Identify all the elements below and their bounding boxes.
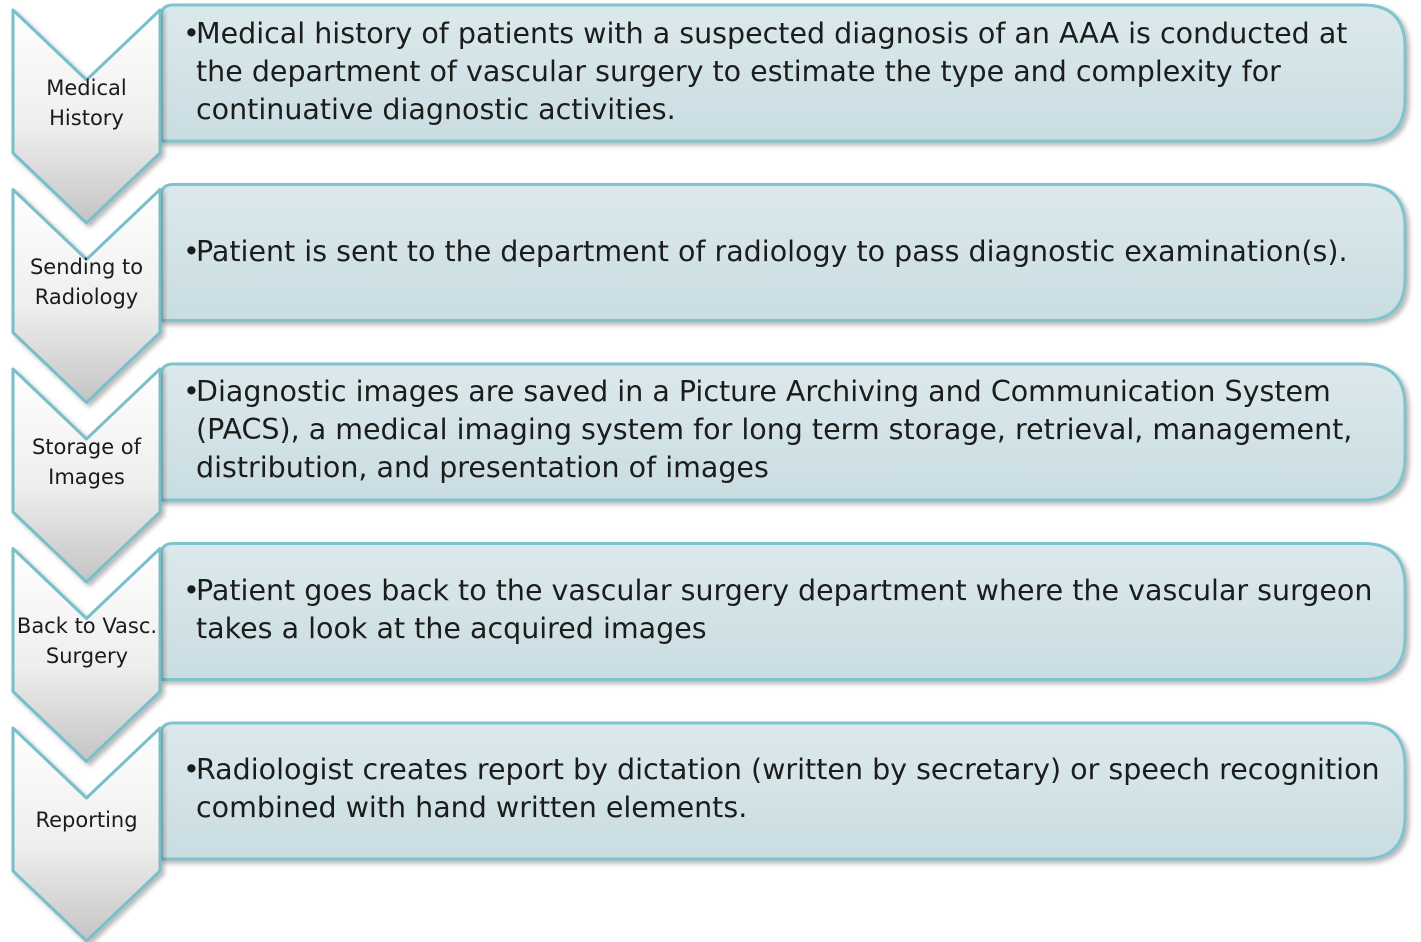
bullet-icon: •: [183, 17, 200, 50]
step-4-label-line: Back to Vasc.: [16, 614, 158, 638]
step-1-label-line: History: [49, 106, 124, 130]
bullet-icon: •: [183, 753, 200, 786]
bullet-icon: •: [183, 574, 200, 607]
step-2-label-line: Sending to: [29, 255, 144, 279]
step-5-label: [35, 808, 137, 832]
step-2-description: [183, 233, 1401, 271]
step-4-description: [183, 572, 1401, 648]
step-2-label-line: Radiology: [34, 285, 139, 309]
step-5-description-text: Radiologist creates report by dictation (written by secretary) or speech recognition combined with hand written elements.: [196, 753, 1380, 824]
step-1-description: [183, 15, 1401, 129]
step-5-description: [183, 751, 1401, 827]
step-3-label-line: Images: [48, 465, 125, 489]
step-1-description-text: Medical history of patients with a suspected diagnosis of an AAA is conducted at the department of vascular surgery to estimate the type and complexity for continuative diagnostic activities.: [196, 17, 1348, 126]
step-2-description-text: Patient is sent to the department of radiology to pass diagnostic examination(s).: [196, 235, 1348, 268]
step-4-description-text: Patient goes back to the vascular surgery department where the vascular surgeon takes a look at the acquired images: [196, 574, 1373, 645]
bullet-icon: •: [183, 235, 200, 268]
step-4-label-line: Surgery: [45, 644, 129, 668]
step-1-label-line: Medical: [46, 76, 127, 100]
step-3-description: [183, 373, 1401, 487]
step-3-label-line: Storage of: [31, 435, 142, 459]
bullet-icon: •: [183, 375, 200, 408]
step-5-label-line: Reporting: [35, 808, 138, 832]
step-3-description-text: Diagnostic images are saved in a Picture Archiving and Communication System (PACS), a medical imaging system for long term storage, retrieval, management, distribution, and presentation of images: [196, 375, 1353, 484]
